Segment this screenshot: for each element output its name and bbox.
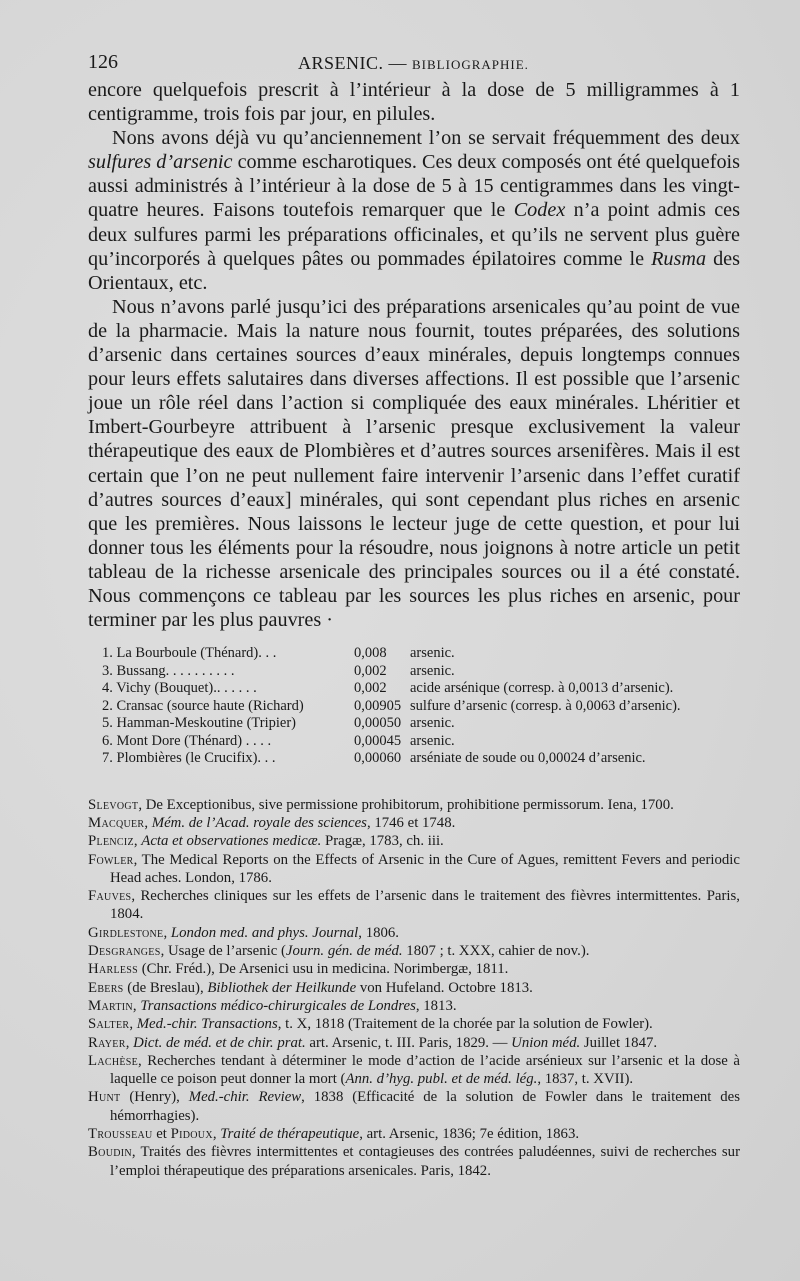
- bibliography-entry: [88, 924, 740, 942]
- text-run: Juillet 1847.: [580, 1034, 658, 1051]
- text-run: , 1806.: [358, 924, 399, 941]
- text-run: n’a point admis ces deux sulfures parmi les préparations officinales, et qu’ils ne servent plus guère qu’incorporés à quelques pâtes ou pommades épilatoires comme le: [88, 199, 740, 270]
- author-name: Martin: [88, 997, 133, 1014]
- text-run: Pragæ, 1783, ch. iii.: [321, 833, 444, 850]
- italic-text: Journ. gén. de méd.: [285, 943, 403, 960]
- bibliography-entry: [88, 1088, 740, 1125]
- bibliography: [88, 796, 740, 1180]
- bibliography-entry: [88, 887, 740, 924]
- italic-text: Ann. d’hyg. publ. et de méd. lég.: [345, 1071, 538, 1088]
- spring-name: 1. La Bourboule (Thénard). . .: [102, 645, 277, 662]
- text-run: , 1837, t. XVII).: [537, 1071, 634, 1088]
- bibliography-entry: [88, 960, 740, 978]
- author-name: Fauves: [88, 888, 132, 905]
- spring-name: 6. Mont Dore (Thénard) . . . .: [102, 732, 272, 749]
- text-run: , 1813.: [415, 997, 457, 1014]
- compound-description: arsenic.: [410, 645, 455, 662]
- author-name: Boudin: [88, 1144, 132, 1161]
- bibliography-entry: [88, 1125, 740, 1143]
- compound-description: sulfure d’arsenic (corresp. à 0,0063 d’arsenic).: [410, 697, 681, 714]
- bibliography-entry: [88, 814, 740, 832]
- bibliography-entry: [88, 997, 740, 1015]
- text-run: Nons avons déjà vu qu’anciennement l’on se servait fréquemment des deux: [112, 127, 740, 150]
- arsenic-value: 0,00060: [354, 750, 402, 767]
- text-run: ,: [133, 833, 142, 850]
- paragraph: [88, 78, 740, 126]
- text-run: ,: [125, 1034, 134, 1051]
- italic-text: London med. and phys. Journal: [170, 924, 359, 941]
- arsenic-value: 0,002: [354, 662, 387, 679]
- italic-text: Med.-chir. Transactions: [136, 1016, 278, 1033]
- page-header: [88, 48, 740, 78]
- paragraph: [88, 126, 740, 295]
- author-name: Desgranges: [88, 943, 161, 960]
- italic-text: Codex: [513, 199, 566, 222]
- text-run: , Traités des fièvres intermittentes et contagieuses des contrées paludéennes, suivi de recherches sur l’emploi thérapeutique des préparations arsenicales. Paris, 1842.: [110, 1144, 740, 1179]
- table-row: [102, 698, 740, 716]
- page-number: 126: [88, 51, 118, 73]
- text-run: von Hufeland. Octobre 1813.: [356, 979, 533, 996]
- text-run: , Recherches tendant à déterminer le mode d’action de l’acide arsénieux sur l’arsenic et la dose à laquelle ce poison peut donner la mort (: [110, 1052, 740, 1088]
- compound-description: arsenic.: [410, 715, 455, 732]
- arsenic-value: 0,002: [354, 680, 387, 697]
- bibliography-entry: [88, 1034, 740, 1052]
- bibliography-entry: [88, 796, 740, 814]
- bibliography-entry: [88, 1015, 740, 1033]
- text-run: , The Medical Reports on the Effects of Arsenic in the Cure of Agues, remittent Fevers and periodic Head aches. London, 1786.: [110, 851, 740, 886]
- bibliography-entry: [88, 979, 740, 997]
- running-title-main: ARSENIC. —: [298, 53, 413, 73]
- author-name: Fowler: [88, 851, 134, 868]
- running-title: [298, 53, 529, 74]
- text-run: , t. X, 1818 (Traitement de la chorée par la solution de Fowler).: [277, 1016, 653, 1033]
- text-run: (de Breslau),: [123, 979, 208, 996]
- running-title-section: BIBLIOGRAPHIE.: [412, 57, 529, 72]
- text-run: , De Exceptionibus, sive permissione prohibitorum, prohibitione permissorum. Iena, 1700.: [138, 796, 674, 813]
- body-text: [88, 78, 740, 632]
- compound-description: acide arsénique (corresp. à 0,0013 d’arsenic).: [410, 680, 674, 697]
- author-name: Pidoux: [170, 1126, 213, 1142]
- bibliography-entry: [88, 832, 740, 850]
- compound-description: arsenic.: [410, 732, 455, 749]
- italic-text: Dict. de méd. et de chir. prat.: [133, 1034, 306, 1051]
- spring-name: 5. Hamman-Meskoutine (Tripier): [102, 715, 296, 732]
- italic-text: Mém. de l’Acad. royale des sciences: [151, 814, 367, 831]
- italic-text: sulfures d’arsenic: [88, 151, 233, 174]
- italic-text: Med.-chir. Review: [188, 1089, 302, 1106]
- bibliography-entry: [88, 851, 740, 888]
- bibliography-entry: [88, 942, 740, 960]
- text-run: des Orientaux, etc.: [88, 247, 740, 294]
- arsenic-value: 0,00050: [354, 715, 402, 732]
- compound-description: arséniate de soude ou 0,00024 d’arsenic.: [410, 750, 646, 767]
- italic-text: Transactions médico-chirurgicales de Londres: [140, 997, 416, 1014]
- text-run: et: [152, 1126, 171, 1142]
- author-name: Trousseau: [88, 1126, 153, 1142]
- arsenic-value: 0,00045: [354, 732, 402, 749]
- author-name: Macquer: [88, 814, 145, 831]
- text-run: ,: [163, 924, 171, 941]
- book-page: [88, 48, 740, 1180]
- text-run: 1807 ; t. XXX, cahier de nov.).: [402, 943, 590, 960]
- text-run: (Chr. Fréd.), De Arsenici usu in medicina. Norimbergæ, 1811.: [138, 961, 509, 978]
- author-name: Ebers: [88, 979, 124, 996]
- text-run: ,: [132, 997, 141, 1014]
- text-run: Nous n’avons parlé jusqu’ici des préparations arsenicales qu’au point de vue de la pharmacie. Mais la nature nous fournit, toutes préparées, des solutions d’arsenic dans certaines sources d’eaux minérales, depuis longtemps connues pour leurs effets salutaires dans diverses affections. Il est possible que l’arsenic joue un rôle réel dans l’action si compliquée des eaux minérales. Lhéritier et Imbert-Gourbeyre attribuent à l’arsenic presque exclusivement la valeur thérapeutique des eaux de Plombières et d’autres sources arsenifères. Mais il est certain que l’on ne peut nullement faire intervenir l’arsenic dans l’effet curatif d’autres sources d’eaux] minérales, qui sont cependant plus riches en arsenic que les premières. Nous laissons le lecteur juge de cette question, et pour lui donner tous les éléments pour la résoudre, nous joignons à notre article un petit tableau de la richesse arsenicale des principales sources ou il a été constaté. Nous commençons ce tableau par les sources les plus riches en arsenic, pour terminer par les plus pauvres ·: [88, 295, 740, 632]
- text-run: , Recherches cliniques sur les effets de l’arsenic dans le traitement des fièvres intermittentes. Paris, 1804.: [110, 888, 740, 923]
- italic-text: Union méd.: [511, 1034, 581, 1051]
- table-row: [102, 750, 740, 768]
- table-row: [102, 733, 740, 751]
- table-row: [102, 645, 740, 663]
- spring-name: 7. Plombières (le Crucifix). . .: [102, 750, 276, 767]
- text-run: ,: [212, 1126, 221, 1142]
- paragraph: [88, 295, 740, 632]
- italic-text: Acta et observationes medicæ.: [141, 833, 322, 850]
- springs-arsenic-table: [102, 645, 740, 768]
- text-run: , Usage de l’arsenic (: [160, 943, 286, 960]
- italic-text: Rusma: [651, 247, 707, 270]
- bibliography-entry: [88, 1052, 740, 1089]
- author-name: Plenciz: [88, 833, 134, 850]
- text-run: , 1838 (Efficacité de la solution de Fowler dans le traitement des hémorrhagies).: [110, 1089, 741, 1124]
- author-name: Lachèse: [88, 1052, 139, 1069]
- text-run: encore quelquefois prescrit à l’intérieur à la dose de 5 milligrammes à 1 centigramme, trois fois par jour, en pilules.: [88, 79, 740, 126]
- table-row: [102, 663, 740, 681]
- author-name: Slevogt: [88, 796, 139, 813]
- spring-name: 4. Vichy (Bouquet).. . . . . .: [102, 680, 257, 697]
- author-name: Harless: [88, 961, 139, 978]
- spring-name: 3. Bussang. . . . . . . . . .: [102, 662, 235, 679]
- italic-text: Bibliothek der Heilkunde: [207, 979, 357, 996]
- text-run: , 1746 et 1748.: [366, 814, 456, 831]
- author-name: Rayer: [88, 1034, 126, 1051]
- table-row: [102, 715, 740, 733]
- arsenic-value: 0,00905: [354, 697, 402, 714]
- author-name: Hunt: [88, 1089, 121, 1106]
- arsenic-value: 0,008: [354, 645, 387, 662]
- text-run: (Henry),: [120, 1089, 189, 1106]
- italic-text: Traité de thérapeutique: [220, 1126, 360, 1142]
- author-name: Girdlestone: [88, 924, 164, 941]
- bibliography-entry: [88, 1143, 740, 1180]
- text-run: , art. Arsenic, 1836; 7e édition, 1863.: [359, 1126, 580, 1142]
- text-run: ,: [144, 814, 152, 831]
- compound-description: arsenic.: [410, 662, 455, 679]
- spring-name: 2. Cransac (source haute (Richard): [102, 697, 304, 714]
- text-run: ,: [129, 1016, 137, 1033]
- author-name: Salter: [88, 1016, 130, 1033]
- table-row: [102, 680, 740, 698]
- text-run: comme escharotiques. Ces deux composés ont été quelquefois aussi administrés à l’intérieur à la dose de 5 à 15 centigrammes dans les vingt-quatre heures. Faisons toutefois remarquer que le: [88, 151, 740, 222]
- text-run: art. Arsenic, t. III. Paris, 1829. —: [305, 1034, 512, 1051]
